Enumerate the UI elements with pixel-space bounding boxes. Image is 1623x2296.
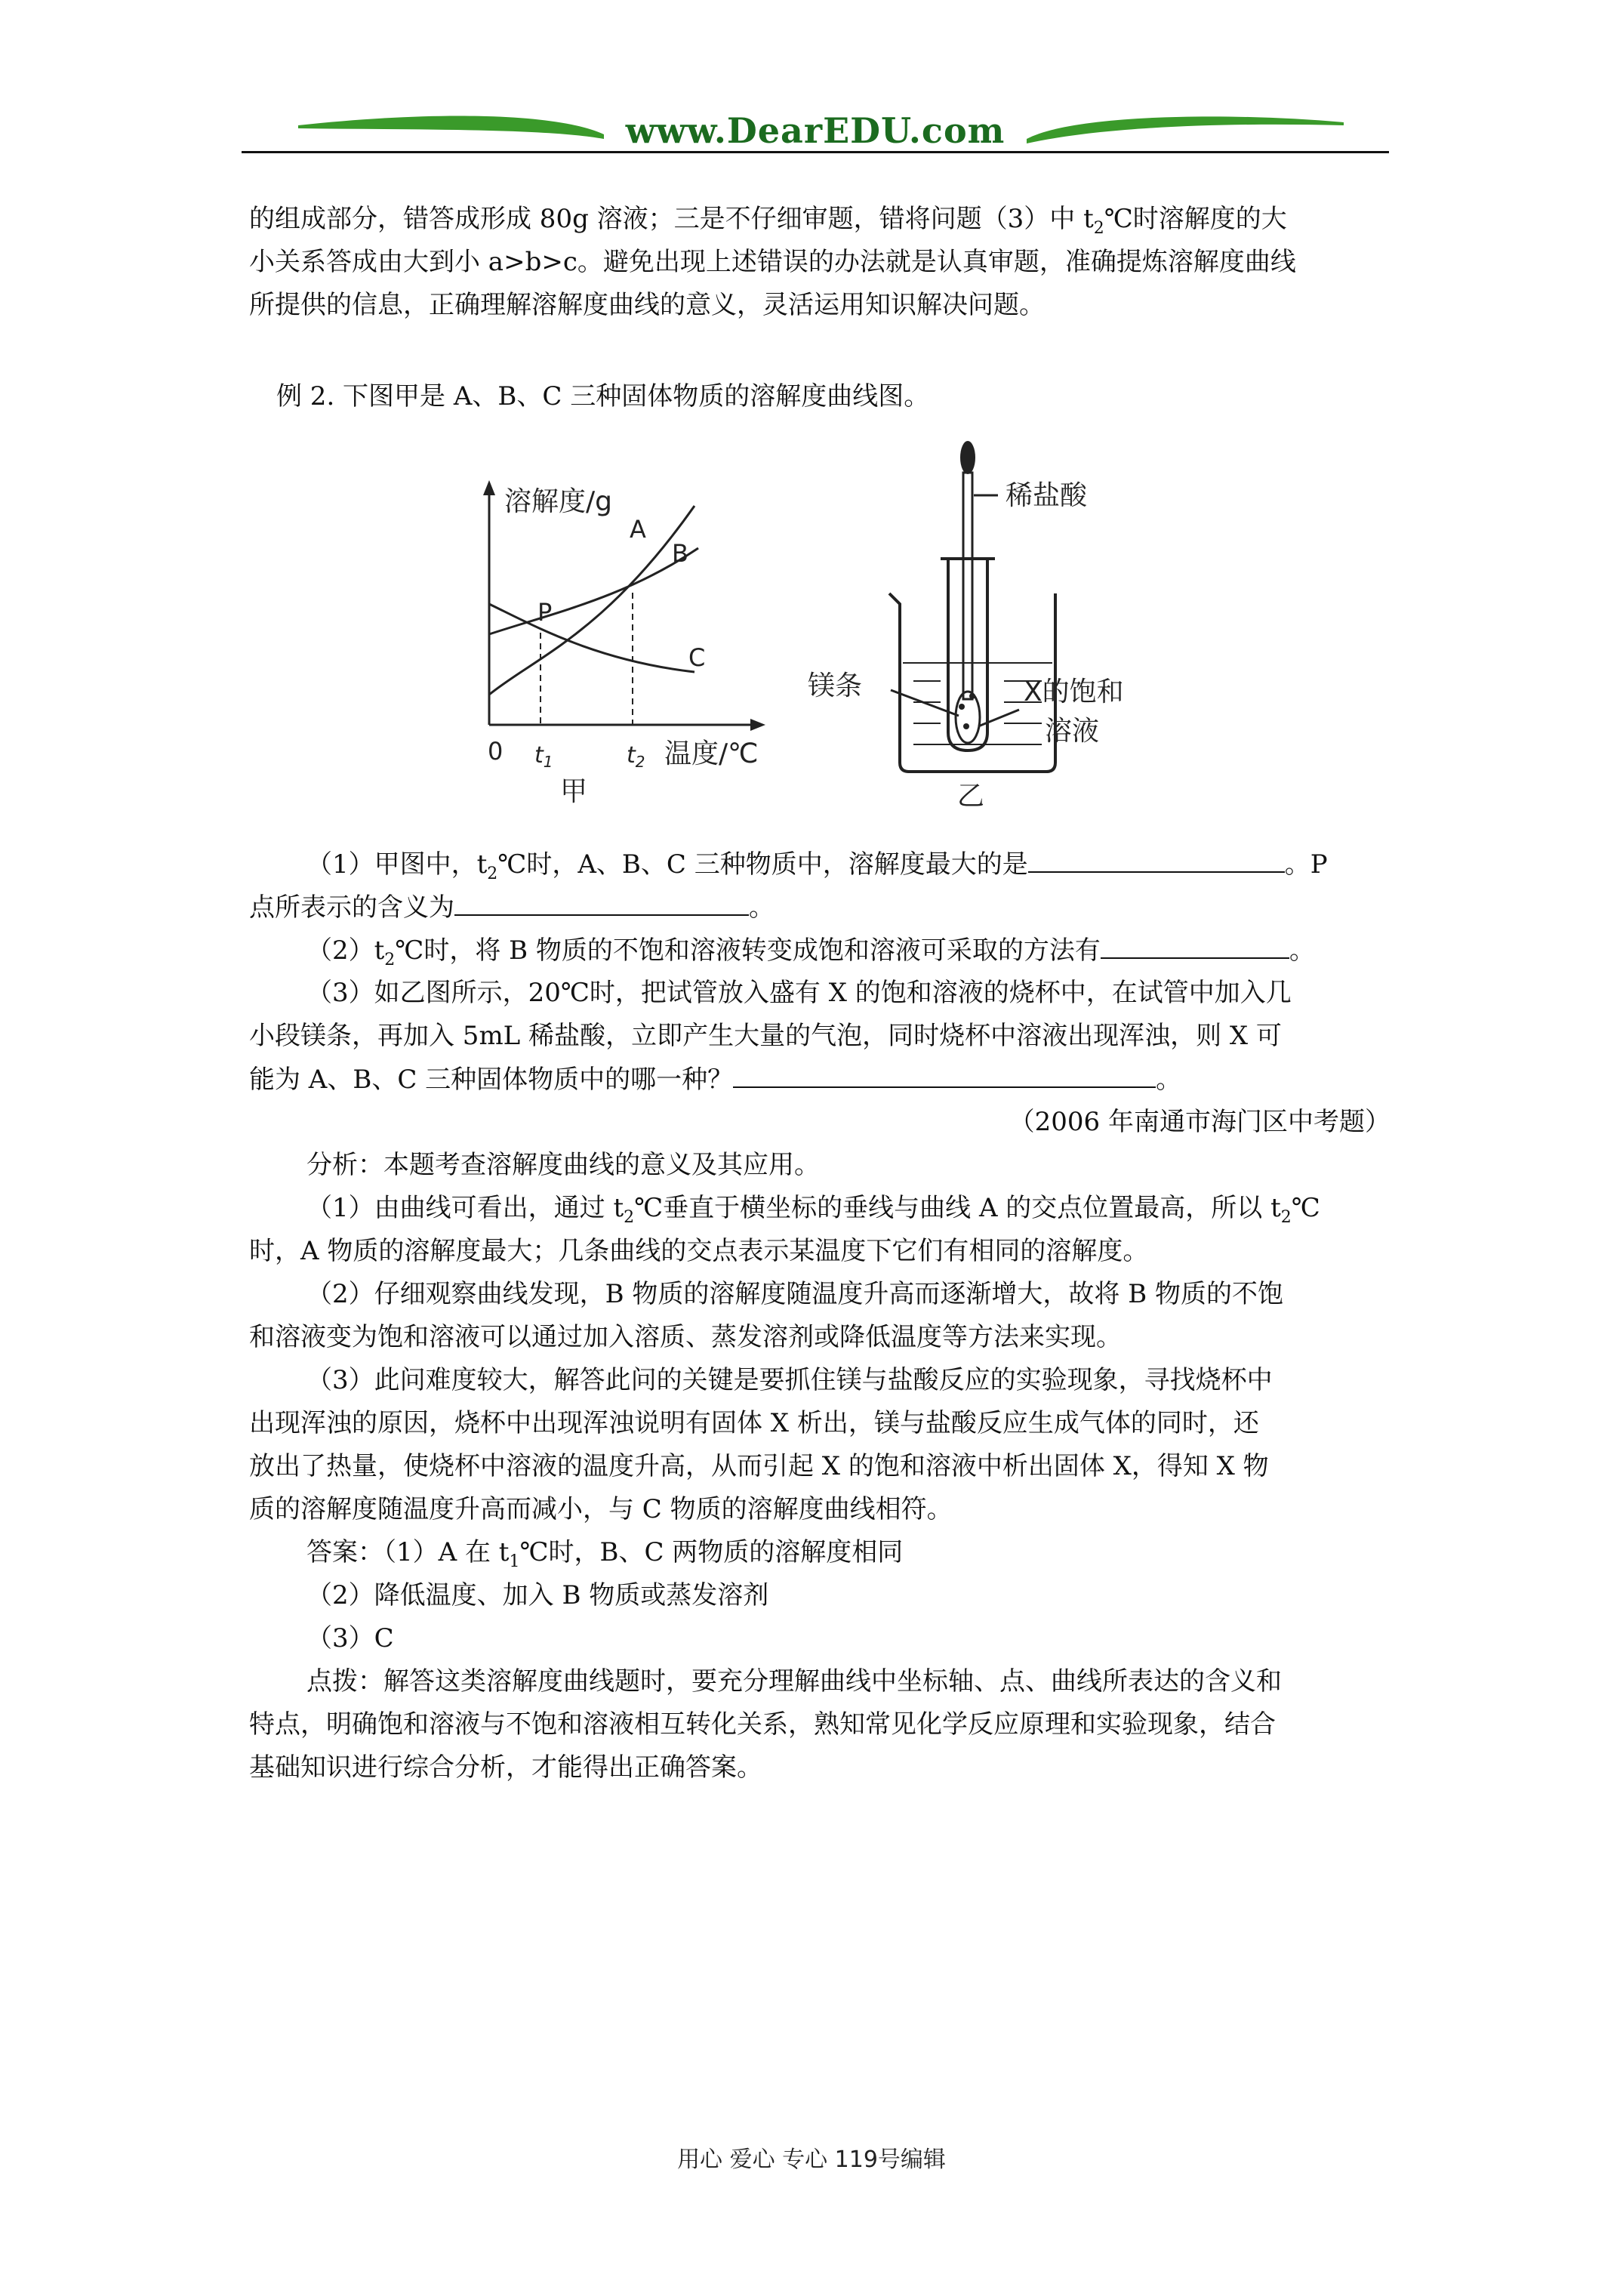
example-title: 例 2. 下图甲是 A、B、C 三种固体物质的溶解度曲线图。 bbox=[276, 381, 930, 411]
analysis-3-line-2: 出现浑浊的原因，烧杯中出现浑浊说明有固体 X 析出，镁与盐酸反应生成气体的同时，还 bbox=[249, 1408, 1259, 1438]
header-rule bbox=[242, 151, 1389, 153]
test-tube bbox=[948, 559, 987, 750]
question-3-line-3: 能为 A、B、C 三种固体物质中的哪一种？ 。 bbox=[249, 1058, 1397, 1101]
mg-label: 镁条 bbox=[808, 670, 863, 701]
analysis-2-line-1: （2）仔细观察曲线发现，B 物质的溶解度随温度升高而逐渐增大，故将 B 物质的不饱 bbox=[306, 1279, 1284, 1309]
analysis-2-line-2: 和溶液变为饱和溶液可以通过加入溶质、蒸发溶剂或降低温度等方法来实现。 bbox=[249, 1322, 1122, 1352]
t1-label: $t_1$ bbox=[534, 742, 553, 771]
figure-yi-caption: 乙 bbox=[957, 781, 985, 812]
analysis-block bbox=[249, 1144, 1397, 1531]
question-2: $(2)t_2℃$时，将 B 物质的不饱和溶液转变成饱和溶液可采取的方法有 。 bbox=[249, 929, 1397, 972]
analysis-3-line-1: （3）此问难度较大，解答此问的关键是要抓住镁与盐酸反应的实验现象，寻找烧杯中 bbox=[306, 1365, 1273, 1395]
tips-block bbox=[249, 1660, 1397, 1789]
point-p-label: P bbox=[537, 598, 553, 627]
analysis-1-line-1: （1）由曲线可看出，通过 $t_2℃$垂直于横坐标的垂线与曲线 A 的交点位置最高，所以 $t_2℃$ bbox=[306, 1193, 1320, 1227]
intro-line-2: 小关系答成由大到小 a>b>c。避免出现上述错误的办法就是认真审题，准确提炼溶解度曲线 bbox=[249, 247, 1296, 277]
tips-line-2: 特点，明确饱和溶液与不饱和溶液相互转化关系，熟知常见化学反应原理和实验现象，结合 bbox=[249, 1709, 1276, 1740]
question-source: （2006 年南通市海门区中考题） bbox=[1009, 1107, 1390, 1137]
answer-3: （3）C bbox=[306, 1623, 394, 1653]
figure-yi-apparatus bbox=[800, 430, 1223, 815]
bubble bbox=[969, 693, 975, 699]
bubble bbox=[963, 723, 969, 729]
page-header bbox=[242, 106, 1389, 166]
figure-jia-solubility-chart bbox=[468, 468, 800, 815]
curve-b bbox=[489, 548, 698, 634]
bubble bbox=[959, 704, 965, 710]
answer-block bbox=[249, 1531, 1397, 1660]
curve-c-label: C bbox=[688, 643, 706, 672]
intro-line-3: 所提供的信息，正确理解溶解度曲线的意义，灵活运用知识解决问题。 bbox=[249, 290, 1045, 320]
question-1-line-1: （1）甲图中，$t_2℃$时，A、B、C 三种物质中，溶解度最大的是 。P bbox=[249, 843, 1397, 886]
acid-label: 稀盐酸 bbox=[1006, 480, 1088, 511]
page-footer: 用心 爱心 专心 119号编辑 bbox=[677, 2147, 946, 2173]
curve-c bbox=[489, 604, 694, 672]
intro-paragraph bbox=[249, 198, 1397, 327]
tips-line-1: 点拨：解答这类溶解度曲线题时，要充分理解曲线中坐标轴、点、曲线所表达的含义和 bbox=[306, 1666, 1282, 1697]
curve-a-label: A bbox=[630, 515, 646, 544]
answer-2: （2）降低温度、加入 B 物质或蒸发溶剂 bbox=[306, 1580, 769, 1610]
question-3-line-1: （3）如乙图所示，20℃时，把试管放入盛有 X 的饱和溶液的烧杯中，在试管中加入几 bbox=[306, 978, 1292, 1008]
analysis-3-line-3: 放出了热量，使烧杯中溶液的温度升高，从而引起 X 的饱和溶液中析出固体 X，得知 X 物 bbox=[249, 1451, 1269, 1481]
analysis-3-line-4: 质的溶解度随温度升高而减小，与 C 物质的溶解度曲线相符。 bbox=[249, 1494, 953, 1524]
question-3-line-2: 小段镁条，再加入 5mL 稀盐酸，立即产生大量的气泡，同时烧杯中溶液出现浑浊，则 X 可 bbox=[249, 1021, 1282, 1051]
question-1-line-2: 点所表示的含义为 。 bbox=[249, 886, 1397, 929]
solution-label-line-1: X的饱和 bbox=[1024, 676, 1124, 707]
y-axis-label: 溶解度/g bbox=[504, 486, 612, 517]
curve-b-label: B bbox=[672, 539, 688, 568]
x-axis-arrow bbox=[750, 719, 765, 731]
answer-blank-q3[interactable] bbox=[733, 1058, 1156, 1088]
solution-label-line-2: 溶液 bbox=[1045, 716, 1100, 747]
x-axis-label: 温度/℃ bbox=[664, 738, 759, 769]
answer-blank-q2[interactable] bbox=[1101, 929, 1289, 959]
analysis-intro: 分析：本题考查溶解度曲线的意义及其应用。 bbox=[306, 1150, 820, 1180]
origin-label: 0 bbox=[488, 737, 504, 766]
questions-block bbox=[249, 843, 1397, 1144]
tips-line-3: 基础知识进行综合分析，才能得出正确答案。 bbox=[249, 1752, 762, 1783]
figure-jia-caption: 甲 bbox=[560, 776, 588, 807]
analysis-1-line-2: 时，A 物质的溶解度最大；几条曲线的交点表示某温度下它们有相同的溶解度。 bbox=[249, 1236, 1149, 1266]
dropper-tube bbox=[963, 473, 972, 699]
dropper-bulb bbox=[960, 441, 975, 474]
site-logo[interactable]: www.DearEDU.com bbox=[625, 110, 1006, 151]
answer-1: 答案：（1）A 在 $t_1℃$时，B、C 两物质的溶解度相同 bbox=[306, 1537, 904, 1571]
intro-line-1: 的组成部分，错答成形成 80g 溶液；三是不仔细审题，错将问题（3）中 $t_2℃$时溶解度的大 bbox=[249, 204, 1287, 238]
answer-blank-p-meaning[interactable] bbox=[454, 886, 749, 916]
t2-label: $t_2$ bbox=[627, 742, 645, 771]
answer-blank-q1[interactable] bbox=[1028, 843, 1285, 873]
y-axis-arrow bbox=[483, 480, 495, 495]
